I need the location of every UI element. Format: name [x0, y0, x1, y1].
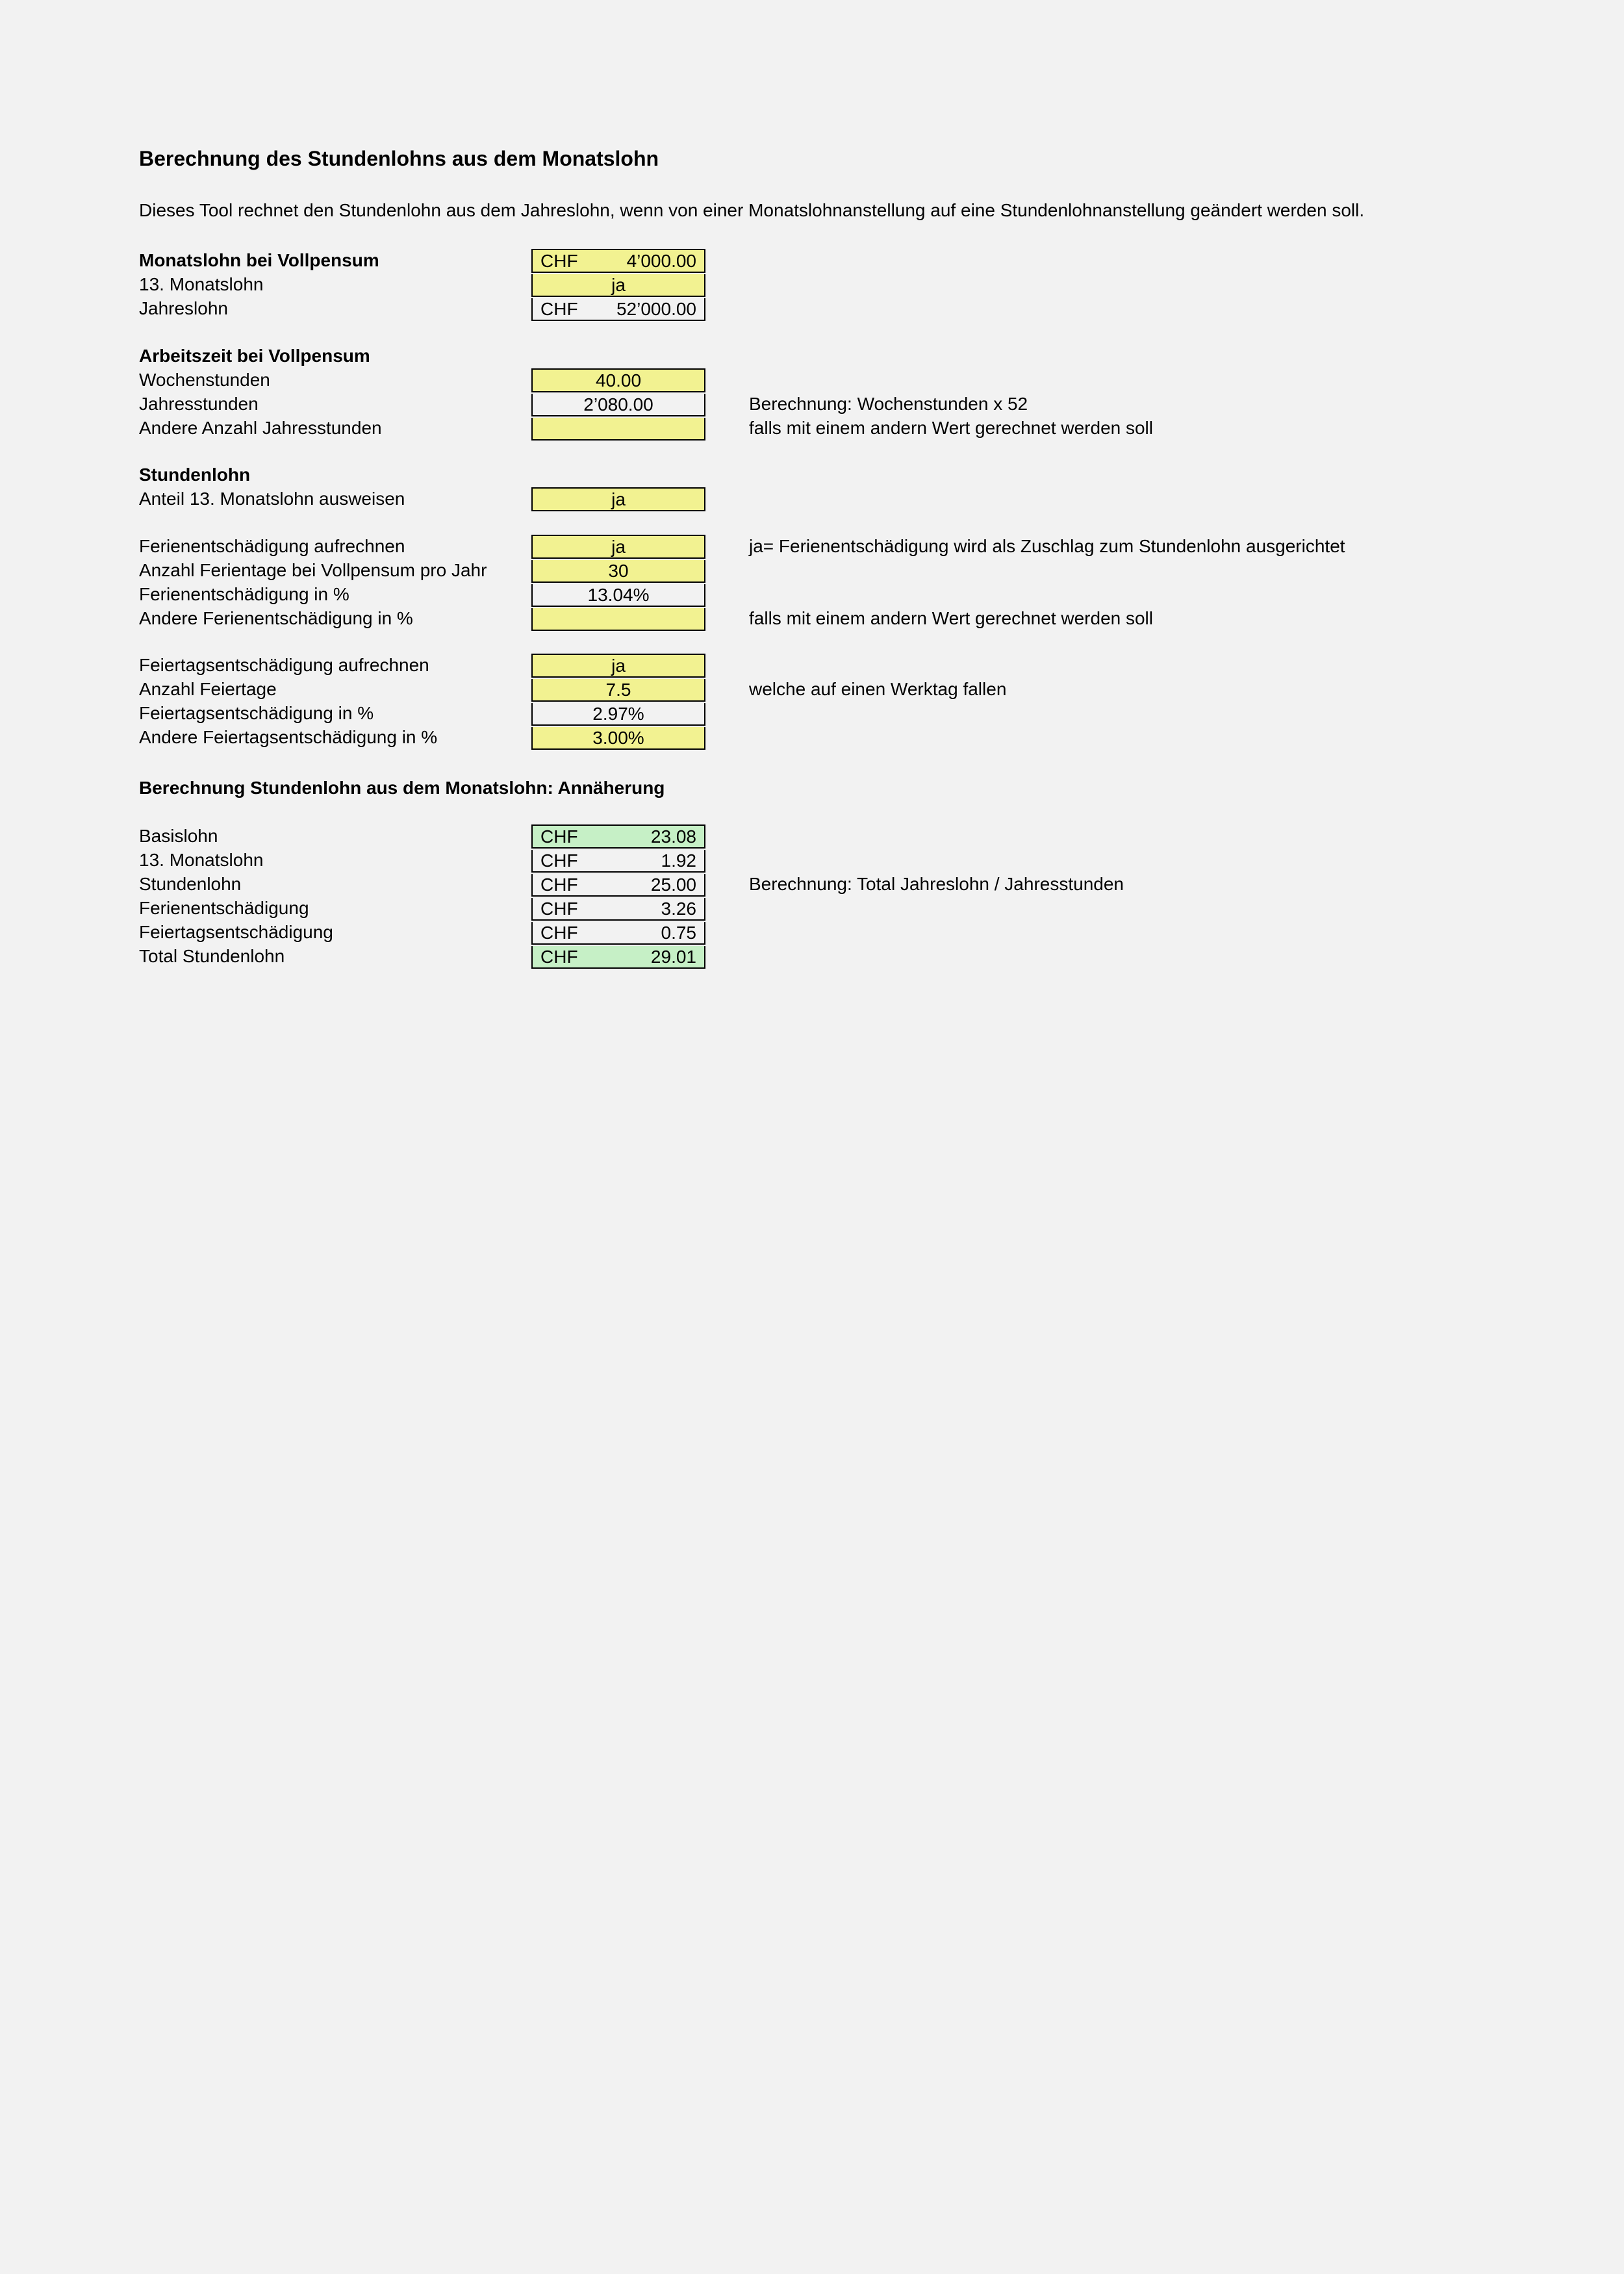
- total-wage-cell: [531, 946, 705, 969]
- currency-label: CHF: [540, 947, 578, 967]
- other-vacation-input[interactable]: [531, 608, 705, 631]
- currency-label: CHF: [540, 299, 578, 319]
- vacation-add-value: ja: [611, 537, 626, 557]
- holiday-add-label: Feiertagsentschädigung aufrechnen: [139, 655, 429, 675]
- intro-text: Dieses Tool rechnet den Stundenlohn aus dem Jahreslohn, wenn von einer Monatslohnanstellung auf eine Stundenlohnanstellung geändert werden soll.: [139, 200, 1365, 220]
- annual-hours-note: Berechnung: Wochenstunden x 52: [749, 394, 1028, 414]
- row-feiertag-aufrechnen: [139, 654, 1601, 678]
- section-heading-stundenlohn: Stundenlohn: [139, 465, 251, 485]
- page-title: Berechnung des Stundenlohns aus dem Monatslohn: [139, 147, 659, 170]
- weekly-hours-value: 40.00: [595, 370, 642, 390]
- row-feiertage: [139, 678, 1601, 702]
- row-stundenlohn-heading: [139, 463, 1601, 487]
- holiday-pct-label: Feiertagsentschädigung in %: [139, 703, 374, 723]
- holiday-pct-value: 2.97%: [592, 704, 644, 724]
- show-13th-value: ja: [611, 489, 626, 509]
- monthly-salary-value: 4’000.00: [626, 251, 696, 271]
- result-vacation-cell: [531, 898, 705, 921]
- row-result-stundenlohn: [139, 873, 1601, 897]
- row-monatslohn: [139, 249, 1601, 273]
- row-ferien-aufrechnen: [139, 535, 1601, 559]
- row-andere-feiertag: [139, 726, 1601, 750]
- annual-hours-value: 2’080.00: [583, 394, 653, 415]
- annual-hours-label: Jahresstunden: [139, 394, 259, 414]
- row-wochenstunden: [139, 368, 1601, 392]
- row-jahresstunden: [139, 392, 1601, 416]
- monthly-salary-input[interactable]: [531, 249, 705, 273]
- row-andere-jahresstunden: [139, 416, 1601, 441]
- currency-label: CHF: [540, 923, 578, 943]
- holiday-count-label: Anzahl Feiertage: [139, 679, 277, 699]
- vacation-days-input[interactable]: [531, 560, 705, 583]
- other-holiday-label: Andere Feiertagsentschädigung in %: [139, 727, 438, 747]
- show-13th-label: Anteil 13. Monatslohn ausweisen: [139, 489, 405, 509]
- hourly-wage-note: Berechnung: Total Jahreslohn / Jahresstunden: [749, 874, 1124, 894]
- base-wage-value: 23.08: [650, 826, 696, 847]
- holiday-pct-cell: [531, 703, 705, 726]
- annual-hours-cell: [531, 394, 705, 416]
- show-13th-select[interactable]: [531, 487, 705, 511]
- hourly-wage-value: 25.00: [650, 875, 696, 895]
- vacation-add-label: Ferienentschädigung aufrechnen: [139, 536, 405, 556]
- result-13th-label: 13. Monatslohn: [139, 850, 264, 870]
- result-vacation-value: 3.26: [661, 899, 696, 919]
- vacation-add-select[interactable]: [531, 535, 705, 559]
- vacation-pct-cell: [531, 584, 705, 607]
- base-wage-cell: [531, 824, 705, 849]
- holiday-add-select[interactable]: [531, 654, 705, 678]
- row-andere-ferien: [139, 607, 1601, 631]
- section-heading-monatslohn: Monatslohn bei Vollpensum: [139, 250, 379, 270]
- hourly-wage-cell: [531, 874, 705, 897]
- currency-label: CHF: [540, 251, 578, 271]
- result-holiday-label: Feiertagsentschädigung: [139, 922, 333, 942]
- other-vacation-note: falls mit einem andern Wert gerechnet werden soll: [749, 608, 1154, 628]
- other-vacation-label: Andere Ferienentschädigung in %: [139, 608, 413, 628]
- hourly-wage-label: Stundenlohn: [139, 874, 242, 894]
- result-13th-value: 1.92: [661, 850, 696, 871]
- thirteenth-salary-label: 13. Monatslohn: [139, 274, 264, 294]
- currency-label: CHF: [540, 899, 578, 919]
- row-basislohn: [139, 824, 1601, 849]
- other-holiday-value: 3.00%: [592, 728, 644, 748]
- total-wage-value: 29.01: [650, 947, 696, 967]
- result-vacation-label: Ferienentschädigung: [139, 898, 309, 918]
- holiday-add-value: ja: [611, 656, 626, 676]
- vacation-days-value: 30: [608, 561, 629, 581]
- weekly-hours-label: Wochenstunden: [139, 370, 270, 390]
- total-wage-label: Total Stundenlohn: [139, 946, 285, 966]
- section-heading-arbeitszeit: Arbeitszeit bei Vollpensum: [139, 346, 370, 366]
- currency-label: CHF: [540, 875, 578, 895]
- row-feiertag-pct: [139, 702, 1601, 726]
- row-result-heading: [139, 776, 1601, 800]
- row-ferientage: [139, 559, 1601, 583]
- other-holiday-input[interactable]: [531, 727, 705, 750]
- row-total: [139, 945, 1601, 969]
- thirteenth-salary-select[interactable]: [531, 274, 705, 297]
- other-hours-input[interactable]: [531, 418, 705, 441]
- row-ferien-pct: [139, 583, 1601, 607]
- weekly-hours-input[interactable]: [531, 368, 705, 392]
- row-jahreslohn: [139, 297, 1601, 321]
- other-hours-label: Andere Anzahl Jahresstunden: [139, 418, 382, 438]
- vacation-pct-label: Ferienentschädigung in %: [139, 584, 349, 604]
- vacation-days-label: Anzahl Ferientage bei Vollpensum pro Jahr: [139, 560, 487, 580]
- row-arbeitszeit-heading: [139, 344, 1601, 368]
- annual-salary-value: 52’000.00: [616, 299, 696, 319]
- base-wage-label: Basislohn: [139, 826, 218, 846]
- result-holiday-cell: [531, 922, 705, 945]
- currency-label: CHF: [540, 826, 578, 847]
- annual-salary-cell: [531, 298, 705, 321]
- holiday-count-note: welche auf einen Werktag fallen: [749, 679, 1007, 699]
- row-result-feiertag: [139, 921, 1601, 945]
- thirteenth-salary-value: ja: [611, 275, 626, 295]
- result-13th-cell: [531, 850, 705, 873]
- holiday-count-value: 7.5: [605, 680, 631, 700]
- result-holiday-value: 0.75: [661, 923, 696, 943]
- holiday-count-input[interactable]: [531, 679, 705, 702]
- section-heading-result: Berechnung Stundenlohn aus dem Monatslohn: Annäherung: [139, 778, 665, 798]
- row-anteil-13: [139, 487, 1601, 511]
- row-result-ferien: [139, 897, 1601, 921]
- vacation-add-note: ja= Ferienentschädigung wird als Zuschlag zum Stundenlohn ausgerichtet: [749, 536, 1345, 556]
- other-hours-note: falls mit einem andern Wert gerechnet werden soll: [749, 418, 1154, 438]
- row-result-13: [139, 849, 1601, 873]
- row-13-monatslohn: [139, 273, 1601, 297]
- vacation-pct-value: 13.04%: [587, 585, 650, 605]
- currency-label: CHF: [540, 850, 578, 871]
- annual-salary-label: Jahreslohn: [139, 298, 228, 318]
